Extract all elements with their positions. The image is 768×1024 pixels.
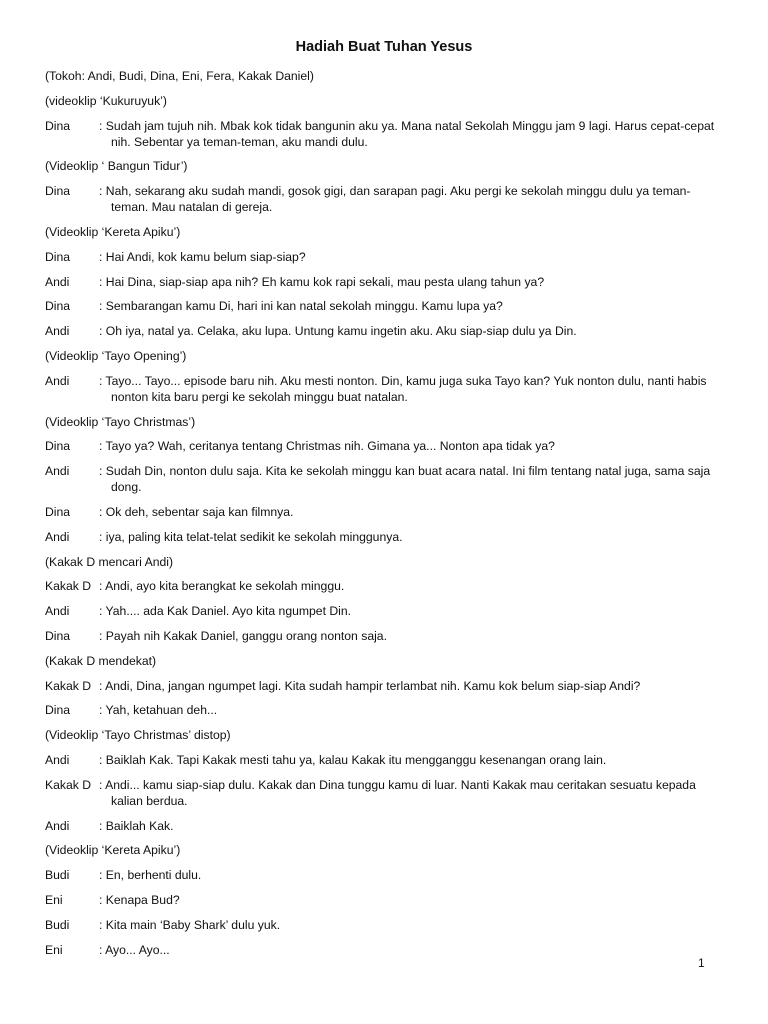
- dialogue-line: [45, 249, 720, 265]
- stage-direction: (Videoklip ‘Tayo Christmas’ distop): [45, 728, 231, 743]
- speaker-name: Andi: [45, 324, 70, 339]
- speaker-name: Dina: [45, 439, 71, 454]
- speaker-name: Budi: [45, 917, 70, 932]
- dialogue-text: : Oh iya, natal ya. Celaka, aku lupa. Untung kamu ingetin aku. Aku siap-siap dulu ya Din.: [99, 324, 577, 339]
- stage-direction: (Kakak D mendekat): [45, 653, 157, 668]
- dialogue-text: : Kita main ‘Baby Shark’ dulu yuk.: [99, 917, 281, 932]
- speaker-name: Kakak D: [45, 678, 92, 693]
- dialogue-text: : iya, paling kita telat-telat sedikit ke sekolah minggunya.: [99, 529, 403, 544]
- dialogue-line: [45, 942, 720, 958]
- dialogue-text: : Ok deh, sebentar saja kan filmnya.: [99, 504, 294, 519]
- dialogue-text: : Tayo... Tayo... episode baru nih. Aku mesti nonton. Din, kamu juga suka Tayo kan? Yuk nonton dulu, nanti habis nonton kita baru pergi ke sekolah minggu buat natalan.: [99, 373, 707, 404]
- script-body: [45, 68, 720, 966]
- dialogue-line: [45, 578, 720, 594]
- speaker-name: Andi: [45, 529, 70, 544]
- dialogue-line: [45, 752, 720, 768]
- dialogue-line: [45, 183, 720, 215]
- dialogue-text: : Sudah Din, nonton dulu saja. Kita ke sekolah minggu kan buat acara natal. Ini film tentang natal juga, sama saja dong.: [99, 464, 711, 495]
- speaker-name: Andi: [45, 604, 70, 619]
- dialogue-line: [45, 438, 720, 454]
- dialogue-line: [45, 603, 720, 619]
- dialogue-line: [45, 323, 720, 339]
- dialogue-text: : Payah nih Kakak Daniel, ganggu orang nonton saja.: [99, 628, 387, 643]
- speaker-name: Dina: [45, 118, 71, 133]
- dialogue-text: : Yah, ketahuan deh...: [99, 703, 218, 718]
- dialogue-line: [45, 892, 720, 908]
- speaker-name: Andi: [45, 274, 70, 289]
- dialogue-text: : Nah, sekarang aku sudah mandi, gosok gigi, dan sarapan pagi. Aku pergi ke sekolah minggu dulu ya teman-teman. Mau natalan di gereja.: [99, 184, 691, 215]
- page-number: 1: [698, 956, 705, 970]
- dialogue-line: [45, 867, 720, 883]
- stage-direction: (videoklip ‘Kukuruyuk’): [45, 93, 167, 108]
- speaker-name: Andi: [45, 752, 70, 767]
- dialogue-text: : Kenapa Bud?: [99, 892, 180, 907]
- dialogue-line: [45, 504, 720, 520]
- stage-direction: (Videoklip ‘Tayo Opening’): [45, 348, 187, 363]
- dialogue-line: [45, 529, 720, 545]
- dialogue-line: [45, 373, 720, 405]
- dialogue-text: : Ayo... Ayo...: [99, 942, 170, 957]
- dialogue-line: [45, 702, 720, 718]
- dialogue-text: : Andi, ayo kita berangkat ke sekolah minggu.: [99, 579, 345, 594]
- speaker-name: Dina: [45, 249, 71, 264]
- dialogue-text: : Sudah jam tujuh nih. Mbak kok tidak bangunin aku ya. Mana natal Sekolah Minggu jam 9 lagi. Harus cepat-cepat nih. Sebentar ya teman-teman, aku mandi dulu.: [99, 118, 715, 149]
- dialogue-line: [45, 818, 720, 834]
- dialogue-line: [45, 678, 720, 694]
- speaker-name: Kakak D: [45, 777, 92, 792]
- dialogue-text: : Andi... kamu siap-siap dulu. Kakak dan Dina tunggu kamu di luar. Nanti Kakak mau ceritakan sesuatu kepada kalian berdua.: [99, 777, 696, 808]
- dialogue-text: : Sembarangan kamu Di, hari ini kan natal sekolah minggu. Kamu lupa ya?: [99, 299, 503, 314]
- stage-direction: (Videoklip ‘Kereta Apiku’): [45, 224, 181, 239]
- dialogue-line: [45, 628, 720, 644]
- stage-direction: (Tokoh: Andi, Budi, Dina, Eni, Fera, Kakak Daniel): [45, 69, 314, 83]
- page-title: Hadiah Buat Tuhan Yesus: [295, 39, 473, 55]
- stage-direction: (Videoklip ‘ Bangun Tidur’): [45, 159, 188, 174]
- speaker-name: Andi: [45, 464, 70, 479]
- speaker-name: Budi: [45, 868, 70, 883]
- speaker-name: Andi: [45, 818, 70, 833]
- speaker-name: Dina: [45, 299, 71, 314]
- dialogue-line: [45, 917, 720, 933]
- dialogue-text: : Baiklah Kak. Tapi Kakak mesti tahu ya, kalau Kakak itu mengganggu kesenangan orang lain.: [99, 752, 607, 767]
- speaker-name: Andi: [45, 373, 70, 388]
- speaker-name: Dina: [45, 628, 71, 643]
- stage-direction: (Videoklip ‘Kereta Apiku’): [45, 843, 181, 858]
- speaker-name: Dina: [45, 184, 71, 199]
- dialogue-line: [45, 274, 720, 290]
- dialogue-text: : Hai Dina, siap-siap apa nih? Eh kamu kok rapi sekali, mau pesta ulang tahun ya?: [99, 274, 545, 289]
- speaker-name: Eni: [45, 892, 63, 907]
- speaker-name: Dina: [45, 504, 71, 519]
- dialogue-line: [45, 118, 720, 150]
- dialogue-text: : Yah.... ada Kak Daniel. Ayo kita ngumpet Din.: [99, 604, 352, 619]
- dialogue-line: [45, 463, 720, 495]
- speaker-name: Eni: [45, 942, 63, 957]
- dialogue-text: : En, berhenti dulu.: [99, 868, 202, 883]
- speaker-name: Dina: [45, 703, 71, 718]
- dialogue-text: : Tayo ya? Wah, ceritanya tentang Christmas nih. Gimana ya... Nonton apa tidak ya?: [99, 439, 555, 454]
- dialogue-text: : Hai Andi, kok kamu belum siap-siap?: [99, 249, 306, 264]
- dialogue-line: [45, 298, 720, 314]
- dialogue-line: [45, 777, 720, 809]
- dialogue-text: : Baiklah Kak.: [99, 818, 174, 833]
- dialogue-text: : Andi, Dina, jangan ngumpet lagi. Kita sudah hampir terlambat nih. Kamu kok belum siap-siap Andi?: [99, 678, 641, 693]
- stage-direction: (Videoklip ‘Tayo Christmas’): [45, 414, 196, 429]
- speaker-name: Kakak D: [45, 579, 92, 594]
- stage-direction: (Kakak D mencari Andi): [45, 554, 174, 569]
